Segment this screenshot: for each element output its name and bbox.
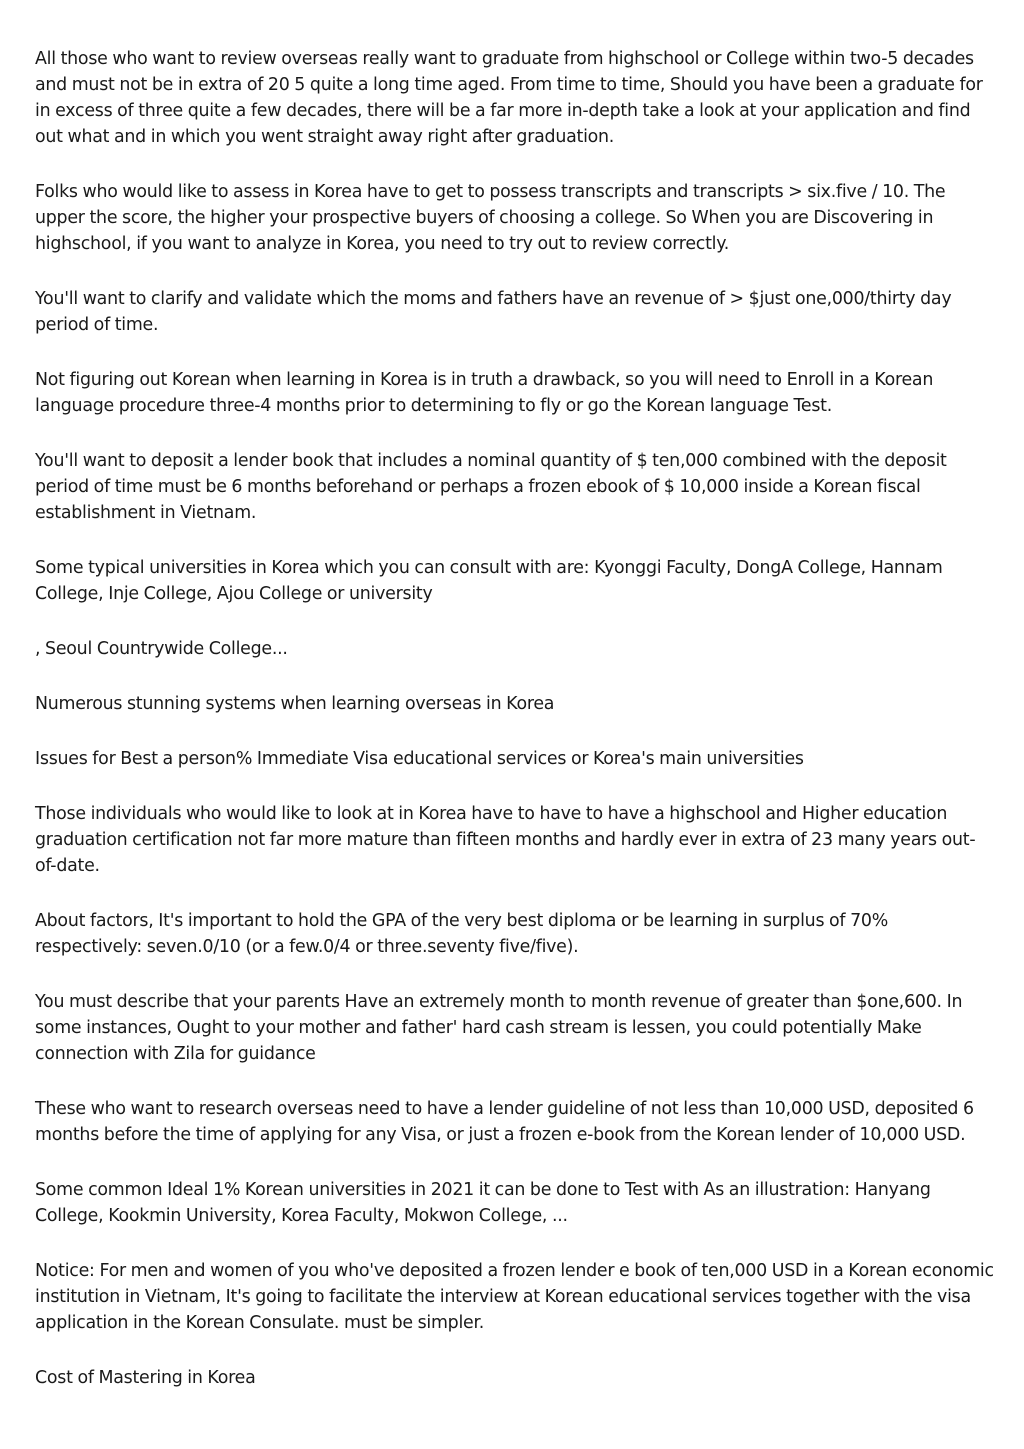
paragraph: You'll want to deposit a lender book that includes a nominal quantity of $ ten,000 combined with the deposit period of time must be 6 months beforehand or perhaps a frozen ebook of $ 10,000 inside a Korean fiscal establishment in Vietnam.	[35, 451, 947, 523]
paragraph: Folks who would like to assess in Korea have to get to possess transcripts and transcripts > six.five / 10. The upper the score, the higher your prospective buyers of choosing a college. So When you are Discovering in highschool, if you want to analyze in Korea, you need to try out to review correctly.	[35, 182, 946, 254]
paragraph: These who want to research overseas need to have a lender guideline of not less than 10,000 USD, deposited 6 months before the time of applying for any Visa, or just a frozen e-book from the Korean lender of 10,000 USD.	[35, 1099, 974, 1145]
section-heading: Cost of Mastering in Korea	[35, 1368, 256, 1388]
paragraph: Those individuals who would like to look at in Korea have to have to have a highschool and Higher education graduation certification not far more mature than fifteen months and hardly ever in extra of 23 many years out-of-date.	[35, 804, 976, 876]
paragraph: , Seoul Countrywide College...	[35, 639, 288, 659]
paragraph: Not figuring out Korean when learning in Korea is in truth a drawback, so you will need to Enroll in a Korean language procedure three-4 months prior to determining to fly or go the Korean language Test.	[35, 370, 934, 416]
paragraph: Issues for Best a person% Immediate Visa educational services or Korea's main universities	[35, 749, 804, 769]
paragraph: About factors, It's important to hold the GPA of the very best diploma or be learning in surplus of 70% respectively: seven.0/10 (or a few.0/4 or three.seventy five/five).	[35, 911, 888, 957]
paragraph: You must describe that your parents Have an extremely month to month revenue of greater than $one,600. In some instances, Ought to your mother and father' hard cash stream is lessen, you could potentially Make connection with Zila for guidance	[35, 992, 963, 1064]
paragraph: Some common Ideal 1% Korean universities in 2021 it can be done to Test with As an illustration: Hanyang College, Kookmin University, Korea Faculty, Mokwon College, ...	[35, 1180, 931, 1226]
paragraph: Some typical universities in Korea which you can consult with are: Kyonggi Faculty, DongA College, Hannam College, Inje College, Ajou College or university	[35, 558, 943, 604]
paragraph: Numerous stunning systems when learning overseas in Korea	[35, 694, 555, 714]
paragraph: All those who want to review overseas really want to graduate from highschool or College within two-5 decades and must not be in extra of 20 5 quite a long time aged. From time to time, Should you have been a graduate for in excess of three quite a few decades, there will be a far more in-depth take a look at your application and find out what and in which you went straight away right after graduation.	[35, 49, 983, 147]
paragraph: You'll want to clarify and validate which the moms and fathers have an revenue of > $just one,000/thirty day period of time.	[35, 289, 952, 335]
paragraph: Notice: For men and women of you who've deposited a frozen lender e book of ten,000 USD in a Korean economic institution in Vietnam, It's going to facilitate the interview at Korean educational services together with the visa application in the Korean Consulate. must be simpler.	[35, 1261, 994, 1333]
document-body	[35, 46, 995, 1420]
